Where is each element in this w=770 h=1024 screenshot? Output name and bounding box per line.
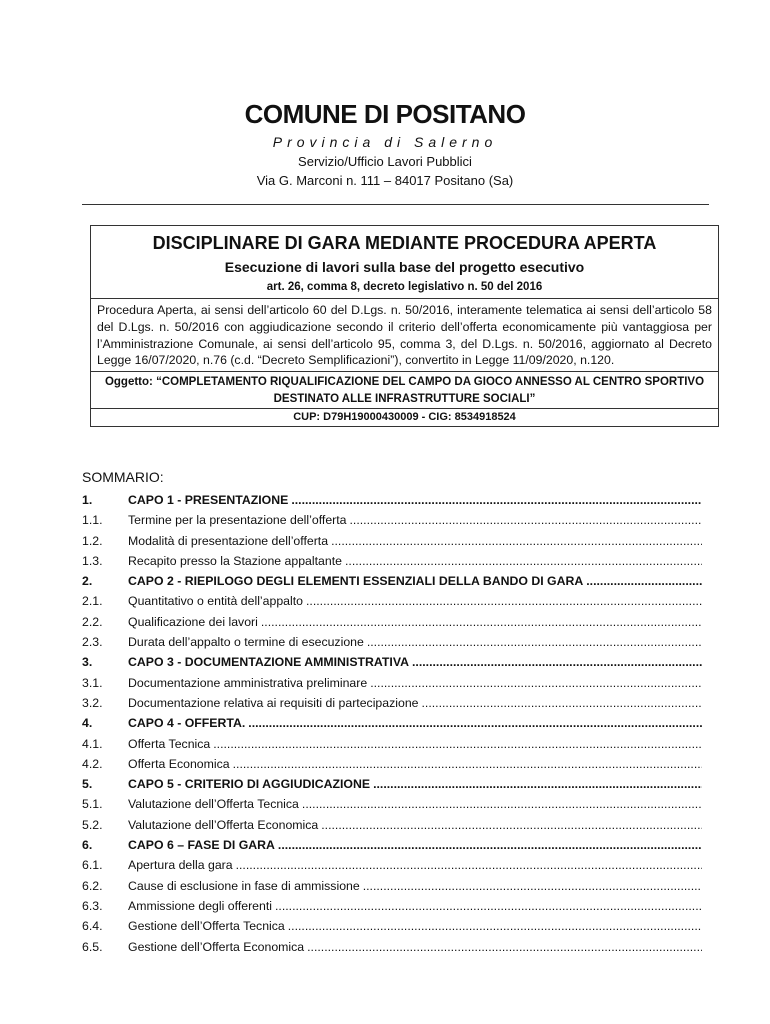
toc-item-label: Valutazione dell’Offerta Economica bbox=[128, 817, 319, 832]
toc-item[interactable] bbox=[82, 835, 702, 855]
address-line: Via G. Marconi n. 111 – 84017 Positano (Sa) bbox=[256, 173, 514, 188]
toc-leader-dots bbox=[412, 652, 702, 672]
toc-item-number: 6.2. bbox=[82, 878, 103, 893]
toc-item[interactable] bbox=[82, 794, 702, 814]
toc-leader-dots bbox=[248, 713, 702, 733]
toc-item-number: 5. bbox=[82, 777, 93, 792]
toc-item[interactable] bbox=[82, 571, 702, 591]
toc-leader-dots bbox=[278, 835, 702, 855]
toc-item[interactable] bbox=[82, 652, 702, 672]
toc-item[interactable] bbox=[82, 693, 702, 713]
toc-item-number: 5.1. bbox=[82, 797, 103, 812]
toc-item-number: 4. bbox=[82, 716, 93, 731]
toc-item-label: CAPO 3 - DOCUMENTAZIONE AMMINISTRATIVA bbox=[128, 655, 409, 670]
toc-item[interactable] bbox=[82, 673, 702, 693]
toc-leader-dots bbox=[370, 673, 702, 693]
toc-item-number: 3.1. bbox=[82, 675, 103, 690]
toc-item-number: 2. bbox=[82, 574, 93, 589]
toc-item-label: CAPO 4 - OFFERTA. bbox=[128, 716, 246, 731]
office-line: Servizio/Ufficio Lavori Pubblici bbox=[298, 154, 472, 169]
toc-item-label: Gestione dell’Offerta Economica bbox=[128, 939, 305, 954]
toc-item[interactable] bbox=[82, 937, 702, 957]
toc-item-number: 6.5. bbox=[82, 939, 103, 954]
toc-leader-dots bbox=[345, 551, 702, 571]
toc-item[interactable] bbox=[82, 551, 702, 571]
tender-title: DISCIPLINARE DI GARA MEDIANTE PROCEDURA APERTA bbox=[152, 233, 657, 253]
toc-leader-dots bbox=[302, 794, 702, 814]
toc-leader-dots bbox=[236, 855, 702, 875]
toc-item-number: 4.1. bbox=[82, 736, 103, 751]
toc-item-number: 1.3. bbox=[82, 553, 103, 568]
toc-item-number: 5.2. bbox=[82, 817, 103, 832]
toc-leader-dots bbox=[350, 510, 702, 530]
toc-item-label: Quantitativo o entità dell’appalto bbox=[128, 594, 304, 609]
toc-item[interactable] bbox=[82, 531, 702, 551]
toc-item-label: Documentazione amministrativa preliminare bbox=[128, 675, 368, 690]
toc-item[interactable] bbox=[82, 591, 702, 611]
procedure-description: Procedura Aperta, ai sensi dell’articolo 60 del D.Lgs. n. 50/2016, interamente telematica ai sensi dell’articolo 58 del D.Lgs. n. 50/2016 con aggiudicazione secondo il criterio dell’offerta economicamente più vantaggiosa per l’Amministrazione Comunale, ai sensi dell’articolo 95, comma 3, del D.Lgs. n. 50/2016, aggiornato al Decreto Legge 16/07/2020, n.76 (c.d. “Decreto Semplificazioni”), convertito in Legge 11/09/2020, n.120. bbox=[91, 299, 718, 372]
province-line: Provincia di Salerno bbox=[272, 134, 498, 150]
toc-item-number: 3. bbox=[82, 655, 93, 670]
toc-item-label: Durata dell’appalto o termine di esecuzione bbox=[128, 635, 364, 650]
toc-item[interactable] bbox=[82, 896, 702, 916]
cup-cig-codes: CUP: D79H19000430009 - CIG: 8534918524 bbox=[293, 411, 516, 424]
toc-item[interactable] bbox=[82, 855, 702, 875]
toc-leader-dots bbox=[291, 490, 702, 510]
toc-item-label: Offerta Tecnica bbox=[128, 736, 211, 751]
toc-item-number: 6.4. bbox=[82, 919, 103, 934]
toc-leader-dots bbox=[261, 612, 702, 632]
toc-item[interactable] bbox=[82, 632, 702, 652]
tender-object bbox=[91, 372, 718, 409]
toc-item-number: 6. bbox=[82, 838, 93, 853]
tender-heading bbox=[91, 226, 718, 299]
toc-item-number: 1.2. bbox=[82, 533, 103, 548]
toc-item-label: Qualificazione dei lavori bbox=[128, 614, 258, 629]
toc-item[interactable] bbox=[82, 490, 702, 510]
toc-item-label: Recapito presso la Stazione appaltante bbox=[128, 553, 342, 568]
toc-leader-dots bbox=[363, 876, 702, 896]
toc-item-label: Valutazione dell’Offerta Tecnica bbox=[128, 797, 299, 812]
toc-item[interactable] bbox=[82, 510, 702, 530]
toc-item-number: 3.2. bbox=[82, 695, 103, 710]
toc-leader-dots bbox=[233, 754, 702, 774]
toc-item-label: CAPO 2 - RIEPILOGO DEGLI ELEMENTI ESSENZIALI DELLA BANDO DI GARA bbox=[128, 574, 584, 589]
toc-leader-dots bbox=[288, 916, 702, 936]
municipality-title: COMUNE DI POSITANO bbox=[244, 99, 526, 129]
tender-subtitle: Esecuzione di lavori sulla base del progetto esecutivo bbox=[224, 259, 585, 275]
toc-item-number: 4.2. bbox=[82, 756, 103, 771]
toc-item[interactable] bbox=[82, 876, 702, 896]
toc-item-label: CAPO 6 – FASE DI GARA bbox=[128, 838, 275, 853]
toc-item[interactable] bbox=[82, 815, 702, 835]
toc-leader-dots bbox=[321, 815, 702, 835]
toc-item-number: 2.2. bbox=[82, 614, 103, 629]
toc-leader-dots bbox=[307, 937, 702, 957]
toc-item-label: Documentazione relativa ai requisiti di partecipazione bbox=[128, 695, 419, 710]
toc-item[interactable] bbox=[82, 916, 702, 936]
toc-item[interactable] bbox=[82, 734, 702, 754]
toc-leader-dots bbox=[213, 734, 702, 754]
toc-item[interactable] bbox=[82, 754, 702, 774]
toc-item-label: Modalità di presentazione dell’offerta bbox=[128, 533, 329, 548]
toc-leader-dots bbox=[306, 591, 702, 611]
toc-item-number: 6.1. bbox=[82, 858, 103, 873]
document-header bbox=[0, 98, 770, 190]
toc-item-label: Gestione dell’Offerta Tecnica bbox=[128, 919, 285, 934]
toc-item-label: Ammissione degli offerenti bbox=[128, 898, 272, 913]
object-label: Oggetto: bbox=[104, 376, 153, 389]
toc-item-number: 1.1. bbox=[82, 513, 103, 528]
toc-leader-dots bbox=[331, 531, 702, 551]
toc-leader-dots bbox=[367, 632, 702, 652]
header-divider bbox=[82, 204, 709, 205]
toc-leader-dots bbox=[373, 774, 702, 794]
tender-info-box bbox=[90, 225, 719, 427]
toc-item-number: 6.3. bbox=[82, 898, 103, 913]
toc-item[interactable] bbox=[82, 774, 702, 794]
toc-item-number: 2.3. bbox=[82, 635, 103, 650]
toc-item[interactable] bbox=[82, 713, 702, 733]
table-of-contents bbox=[82, 490, 702, 957]
toc-leader-dots bbox=[275, 896, 702, 916]
toc-heading: SOMMARIO: bbox=[82, 469, 164, 485]
toc-item-number: 1. bbox=[82, 493, 93, 507]
toc-item-label: Cause di esclusione in fase di ammissione bbox=[128, 878, 360, 893]
toc-leader-dots bbox=[586, 571, 702, 591]
toc-item-label: Termine per la presentazione dell’offerta bbox=[128, 513, 347, 528]
toc-item-number: 2.1. bbox=[82, 594, 103, 609]
toc-item-label: CAPO 5 - CRITERIO DI AGGIUDICAZIONE bbox=[128, 777, 371, 792]
toc-item-label: CAPO 1 - PRESENTAZIONE bbox=[128, 493, 289, 507]
object-text: “COMPLETAMENTO RIQUALIFICAZIONE DEL CAMPO DA GIOCO ANNESSO AL CENTRO SPORTIVO DESTINATO ALLE INFRASTRUTTURE SOCIALI” bbox=[156, 376, 705, 405]
toc-leader-dots bbox=[422, 693, 702, 713]
toc-item-label: Offerta Economica bbox=[128, 756, 230, 771]
toc-item[interactable] bbox=[82, 612, 702, 632]
tender-article: art. 26, comma 8, decreto legislativo n. 50 del 2016 bbox=[266, 281, 543, 293]
toc-item-label: Apertura della gara bbox=[128, 858, 233, 873]
